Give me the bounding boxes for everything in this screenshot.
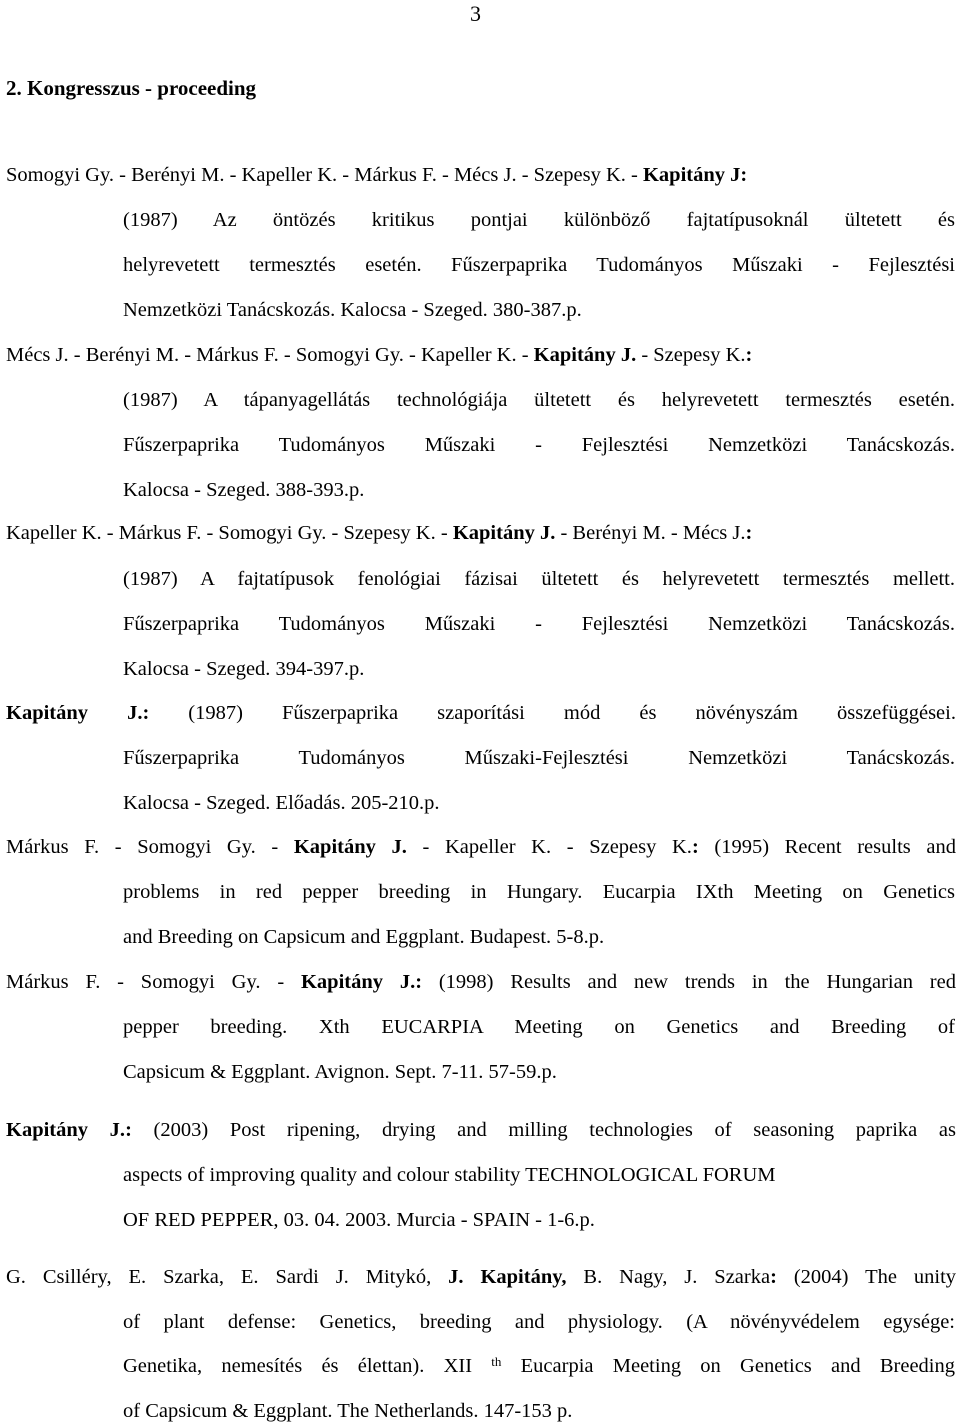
text-run: (1998) Results and new trends in the Hungarian red [422, 971, 956, 993]
reference-text-line [123, 432, 955, 458]
text-run: of plant defense: Genetics, breeding and physiology. (A növényvédelem egysége: [123, 1311, 955, 1333]
text-run: (1995) Recent results and [698, 836, 956, 858]
bold-text-run: Kapitány J: [642, 164, 748, 186]
text-run: Somogyi Gy. - Berényi M. - Kapeller K. - Márkus F. - Mécs J. - Szepesy K. - [6, 164, 643, 186]
text-run: helyrevetett termesztés esetén. Fűszerpaprika Tudományos Műszaki - Fejlesztési [123, 254, 955, 276]
text-run: G. Csilléry, E. Szarka, E. Sardi J. Mitykó, [6, 1266, 449, 1288]
text-run: (1987) Az öntözés kritikus pontjai különböző fajtatípusoknál ültetett és [123, 209, 955, 231]
text-run: aspects of improving quality and colour stability TECHNOLOGICAL FORUM [123, 1164, 776, 1186]
reference-authors-line [6, 1264, 956, 1290]
reference-text-line [123, 1162, 776, 1188]
reference-text-line [123, 879, 955, 905]
reference-text-line [123, 566, 955, 592]
text-run: - Kapeller K. - Szepesy K. [406, 836, 692, 858]
reference-text-line [123, 477, 364, 503]
reference-text-line [123, 1398, 572, 1424]
text-run: Kalocsa - Szeged. 388-393.p. [123, 479, 365, 501]
bold-text-run: : [745, 522, 753, 544]
bold-text-run: J. Kapitány, [448, 1266, 567, 1288]
reference-text-line [123, 745, 955, 771]
superscript-run: th [491, 1354, 502, 1369]
bold-text-run: Kapitány J. [533, 344, 637, 366]
text-run: OF RED PEPPER, 03. 04. 2003. Murcia - SPAIN - 1-6.p. [123, 1209, 595, 1231]
page-number: 3 [470, 1, 481, 26]
text-run: Kapeller K. - Márkus F. - Somogyi Gy. - Szepesy K. - [6, 522, 453, 544]
section-heading: 2. Kongresszus - proceeding [6, 76, 257, 100]
text-run: Márkus F. - Somogyi Gy. - [6, 836, 294, 858]
text-run: Kalocsa - Szeged. Előadás. 205-210.p. [123, 792, 440, 814]
text-run: Kalocsa - Szeged. 394-397.p. [123, 658, 365, 680]
text-run: Nemzetközi Tanácskozás. Kalocsa - Szeged. 380-387.p. [123, 299, 582, 321]
text-run: Capsicum & Eggplant. Avignon. Sept. 7-11. 57-59.p. [123, 1061, 557, 1083]
text-run: Fűszerpaprika Tudományos Műszaki-Fejlesztési Nemzetközi Tanácskozás. [123, 747, 955, 769]
bold-text-run: Kapitány J.: [6, 702, 150, 724]
bold-text-run: : [415, 971, 423, 993]
reference-text-line [123, 252, 955, 278]
reference-text-line [123, 1207, 595, 1233]
reference-authors-line [6, 700, 956, 726]
reference-text-line [123, 924, 604, 950]
reference-authors-line [6, 342, 752, 368]
reference-authors-line [6, 520, 752, 546]
reference-text-line [123, 1014, 955, 1040]
text-run: (1987) Fűszerpaprika szaporítási mód és növényszám összefüggései. [149, 702, 956, 724]
text-run: pepper breeding. Xth EUCARPIA Meeting on Genetics and Breeding of [123, 1016, 955, 1038]
text-run: and Breeding on Capsicum and Eggplant. Budapest. 5-8.p. [123, 926, 605, 948]
text-run: B. Nagy, J. Szarka [566, 1266, 771, 1288]
text-run: (2003) Post ripening, drying and milling technologies of seasoning paprika as [131, 1119, 956, 1141]
reference-text-line [123, 656, 364, 682]
reference-authors-line [6, 1117, 956, 1143]
reference-authors-line [6, 834, 956, 860]
reference-text-line [123, 1059, 557, 1085]
text-run: Eucarpia Meeting on Genetics and Breeding [501, 1355, 955, 1377]
bold-text-run: Kapitány J. [293, 836, 407, 858]
text-run: Márkus F. - Somogyi Gy. - [6, 971, 301, 993]
text-run: Fűszerpaprika Tudományos Műszaki - Fejlesztési Nemzetközi Tanácskozás. [123, 434, 955, 456]
reference-text-line [123, 207, 955, 233]
reference-authors-line [6, 162, 747, 188]
text-run: Genetika, nemesítés és élettan). XII [123, 1355, 492, 1377]
text-run: (1987) A fajtatípusok fenológiai fázisai ültetett és helyrevetett termesztés mellett. [123, 568, 955, 590]
reference-authors-line [6, 969, 956, 995]
bold-text-run: : [770, 1266, 777, 1288]
bold-text-run: Kapitány J. [452, 522, 556, 544]
text-run: problems in red pepper breeding in Hungary. Eucarpia IXth Meeting on Genetics [123, 881, 955, 903]
bold-text-run: Kapitány J. [300, 971, 416, 993]
text-run: (2004) The unity [776, 1266, 957, 1288]
reference-text-line [123, 1309, 955, 1335]
reference-text-line [123, 297, 582, 323]
reference-text-line [123, 790, 440, 816]
reference-text-line [123, 1353, 955, 1379]
text-run: Fűszerpaprika Tudományos Műszaki - Fejlesztési Nemzetközi Tanácskozás. [123, 613, 955, 635]
text-run: (1987) A tápanyagellátás technológiája ültetett és helyrevetett termesztés esetén. [123, 389, 955, 411]
bold-text-run: : [691, 836, 699, 858]
reference-text-line [123, 387, 955, 413]
reference-text-line [123, 611, 955, 637]
bold-text-run: : [745, 344, 753, 366]
bold-text-run: Kapitány J. [6, 1119, 126, 1141]
text-run: of Capsicum & Eggplant. The Netherlands. 147-153 p. [123, 1400, 573, 1422]
bold-text-run: : [125, 1119, 132, 1141]
text-run: - Szepesy K. [636, 344, 746, 366]
text-run: Mécs J. - Berényi M. - Márkus F. - Somogyi Gy. - Kapeller K. - [6, 344, 534, 366]
text-run: - Berényi M. - Mécs J. [555, 522, 746, 544]
